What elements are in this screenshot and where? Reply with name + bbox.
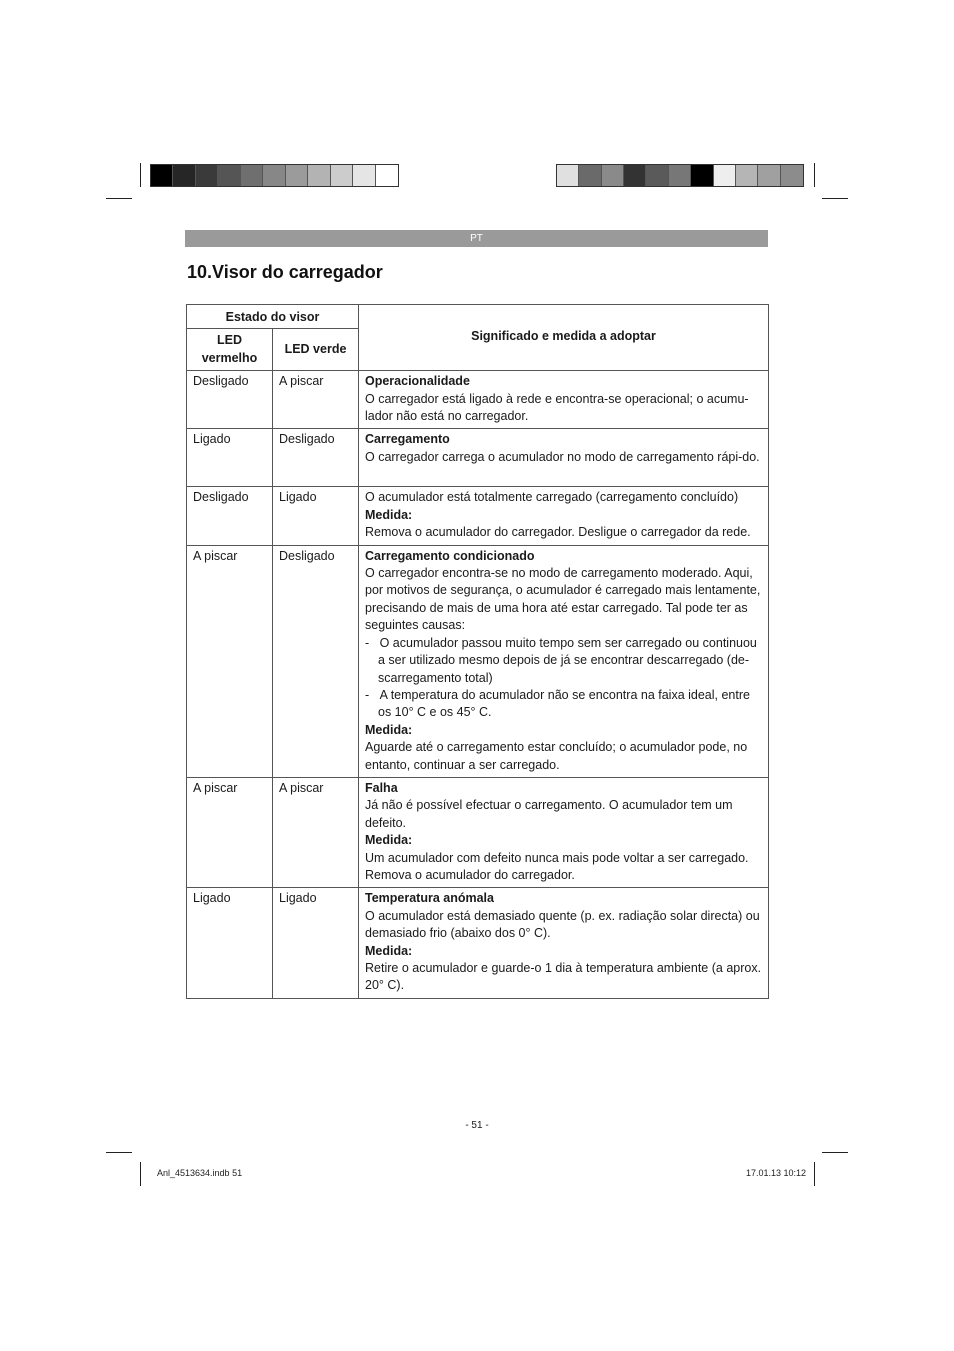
measure-label: Medida: xyxy=(365,943,413,958)
crop-mark xyxy=(814,163,815,187)
led-status-table xyxy=(186,304,769,999)
section-title: 10.Visor do carregador xyxy=(187,262,383,282)
color-swatch xyxy=(241,165,263,186)
row-heading: Temperatura anómala xyxy=(365,891,494,906)
row-heading: Operacionalidade xyxy=(365,374,470,389)
led-red-state: Desligado xyxy=(187,371,273,429)
row-heading: Falha xyxy=(365,780,398,795)
led-red-state: Ligado xyxy=(187,888,273,998)
measure-text: Retire o acumulador e guarde-o 1 dia à temperatura ambiente (a aprox. 20° C). xyxy=(365,961,762,993)
measure-text: Um acumulador com defeito nunca mais pode voltar a ser carregado. Remova o acumulador do carregador. xyxy=(365,850,749,882)
color-swatch xyxy=(557,165,579,186)
color-swatch xyxy=(781,165,803,186)
list-item-text: O acumulador passou muito tempo sem ser carregado ou continuou a ser utilizado mesmo depois de já se encontrar descarregado (de-scarregamento total) xyxy=(378,635,757,685)
meaning-cell xyxy=(359,371,769,429)
color-swatch xyxy=(714,165,736,186)
led-red-state: A piscar xyxy=(187,545,273,777)
led-red-state: Ligado xyxy=(187,429,273,487)
table-row xyxy=(187,371,769,429)
color-swatch xyxy=(331,165,353,186)
crop-mark xyxy=(140,163,141,187)
led-green-state: A piscar xyxy=(273,371,359,429)
color-swatch xyxy=(579,165,601,186)
color-swatch xyxy=(602,165,624,186)
meaning-cell xyxy=(359,545,769,777)
crop-mark xyxy=(140,1162,141,1186)
measure-label: Medida: xyxy=(365,507,413,522)
color-swatch xyxy=(263,165,285,186)
crop-mark xyxy=(822,198,848,199)
color-calibration-bar-left xyxy=(150,164,399,187)
row-text: O carregador encontra-se no modo de carregamento moderado. Aqui, por motivos de segurança, o acumulador é carregado mais lentamente, precisando de mais de uma hora até estar carregado. Tal pode ter as seguintes causas: xyxy=(365,566,761,633)
color-swatch xyxy=(669,165,691,186)
meaning-cell xyxy=(359,777,769,887)
led-green-state: Ligado xyxy=(273,487,359,545)
color-swatch xyxy=(173,165,195,186)
color-swatch xyxy=(286,165,308,186)
row-text: O carregador carrega o acumulador no modo de carregamento rápi-do. xyxy=(365,449,760,464)
row-text: O acumulador está demasiado quente (p. ex. radiação solar directa) ou demasiado frio (abaixo dos 0° C). xyxy=(365,908,760,941)
language-band xyxy=(185,230,768,247)
list-item-text: A temperatura do acumulador não se encontra na faixa ideal, entre os 10° C e os 45° C. xyxy=(378,687,750,720)
table-row xyxy=(187,429,769,487)
color-swatch xyxy=(353,165,375,186)
led-green-state: Desligado xyxy=(273,545,359,777)
page-number: - 51 - xyxy=(465,1120,489,1131)
row-heading: Carregamento xyxy=(365,432,450,447)
color-swatch xyxy=(691,165,713,186)
footer-file-name: Anl_4513634.indb 51 xyxy=(157,1168,243,1178)
list-item: - O acumulador passou muito tempo sem ser carregado ou continuou a ser utilizado mesmo depois de já se encontrar descarregado (de-scarregamento total) xyxy=(365,635,757,685)
list-item: - A temperatura do acumulador não se encontra na faixa ideal, entre os 10° C e os 45° C. xyxy=(365,687,750,720)
footer-timestamp: 17.01.13 10:12 xyxy=(745,1168,806,1178)
color-swatch xyxy=(218,165,240,186)
led-red-state: Desligado xyxy=(187,487,273,545)
header-led-green: LED verde xyxy=(273,329,359,371)
table-row xyxy=(187,545,769,777)
led-green-state: A piscar xyxy=(273,777,359,887)
meaning-cell xyxy=(359,888,769,998)
color-swatch xyxy=(758,165,780,186)
crop-mark xyxy=(822,1152,848,1153)
color-swatch xyxy=(308,165,330,186)
color-swatch xyxy=(646,165,668,186)
header-group: Estado do visor xyxy=(187,305,359,329)
color-swatch xyxy=(624,165,646,186)
crop-mark xyxy=(106,198,132,199)
meaning-cell xyxy=(359,487,769,545)
table-row xyxy=(187,487,769,545)
measure-label: Medida: xyxy=(365,833,413,848)
row-heading: Carregamento condicionado xyxy=(365,548,535,563)
measure-text: Remova o acumulador do carregador. Desligue o carregador da rede. xyxy=(365,525,751,540)
led-red-state: A piscar xyxy=(187,777,273,887)
table-header-row xyxy=(187,305,769,329)
row-text: O carregador está ligado à rede e encontra-se operacional; o acumu-lador não está no carregador. xyxy=(365,391,749,424)
meaning-cell xyxy=(359,429,769,487)
color-swatch xyxy=(376,165,398,186)
crop-mark xyxy=(106,1152,132,1153)
row-text: O acumulador está totalmente carregado (carregamento concluído) xyxy=(365,490,739,505)
row-text: Já não é possível efectuar o carregamento. O acumulador tem um defeito. xyxy=(365,798,733,830)
color-swatch xyxy=(196,165,218,186)
language-code: PT xyxy=(470,233,483,244)
header-led-red: LED vermelho xyxy=(187,329,273,371)
measure-text: Aguarde até o carregamento estar concluído; o acumulador pode, no entanto, continuar a ser carregado. xyxy=(365,740,748,772)
color-swatch xyxy=(736,165,758,186)
measure-label: Medida: xyxy=(365,722,413,737)
led-green-state: Desligado xyxy=(273,429,359,487)
color-calibration-bar-right xyxy=(556,164,804,187)
color-swatch xyxy=(151,165,173,186)
crop-mark xyxy=(814,1162,815,1186)
table-row xyxy=(187,888,769,998)
led-green-state: Ligado xyxy=(273,888,359,998)
table-row xyxy=(187,777,769,887)
header-meaning: Significado e medida a adoptar xyxy=(359,305,769,371)
